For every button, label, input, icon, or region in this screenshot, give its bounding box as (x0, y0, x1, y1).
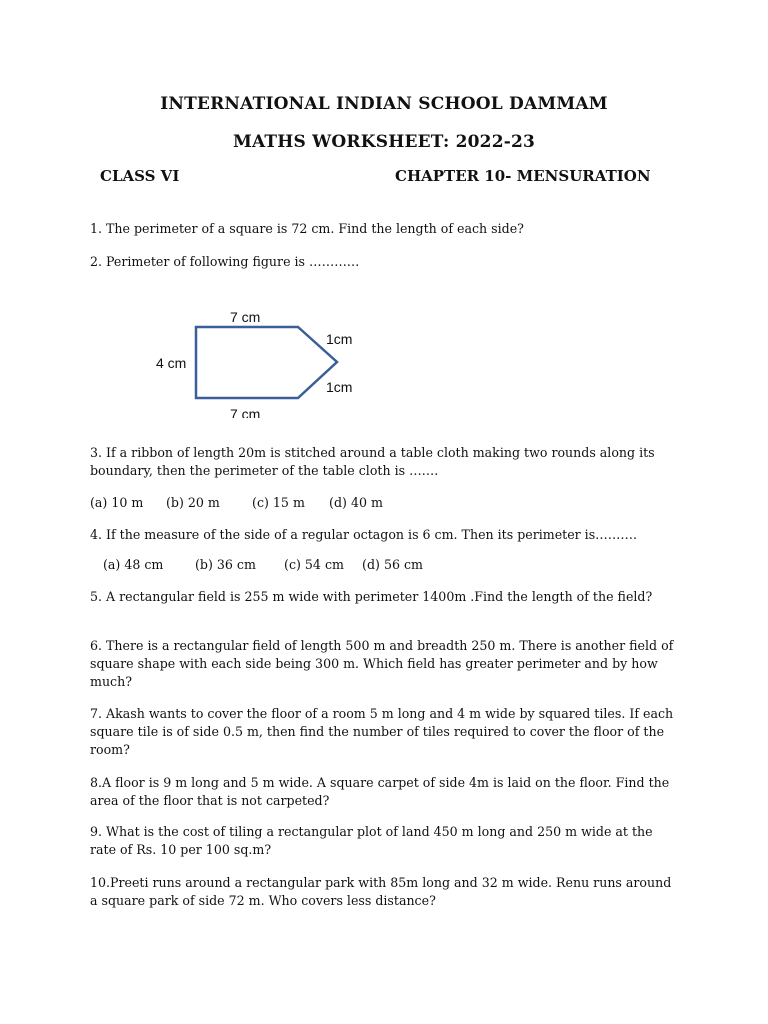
question-4-options (103, 557, 423, 572)
q4-option-a: (a) 48 cm (103, 557, 164, 572)
q3-option-a: (a) 10 m (90, 495, 144, 510)
question-1: 1. The perimeter of a square is 72 cm. Find the length of each side? (90, 221, 524, 236)
question-4: 4. If the measure of the side of a regular octagon is 6 cm. Then its perimeter is………. (90, 527, 637, 542)
question-9: 9. What is the cost of tiling a rectangular plot of land 450 m long and 250 m wide at the rate of Rs. 10 per 100 sq.m? (90, 824, 653, 857)
chapter-label: CHAPTER 10- MENSURATION (395, 167, 651, 185)
left-side-label: 4 cm (156, 355, 187, 371)
question-7: 7. Akash wants to cover the floor of a room 5 m long and 4 m wide by squared tiles. If each square tile is of side 0.5 m, then find the number of tiles required to cover the floor of the room? (90, 706, 674, 757)
worksheet-title: MATHS WORKSHEET: 2022-23 (232, 132, 536, 152)
question-3: 3. If a ribbon of length 20m is stitched around a table cloth making two rounds along its boundary, then the perimeter of the table cloth is ……. (90, 445, 655, 478)
pentagon-shape (196, 327, 337, 398)
question-3-options (90, 495, 383, 510)
q4-option-b: (b) 36 cm (195, 557, 256, 572)
q4-option-d: (d) 56 cm (362, 557, 423, 572)
q3-option-b: (b) 20 m (166, 495, 220, 510)
q3-option-c: (c) 15 m (252, 495, 305, 510)
question-5: 5. A rectangular field is 255 m wide with perimeter 1400m .Find the length of the field? (90, 589, 653, 604)
lower-slant-label: 1cm (326, 379, 353, 395)
q4-option-c: (c) 54 cm (284, 557, 344, 572)
upper-slant-label: 1cm (326, 331, 353, 347)
pentagon-figure (0, 308, 768, 418)
top-side-label: 7 cm (230, 309, 261, 325)
school-name: INTERNATIONAL INDIAN SCHOOL DAMMAM (160, 94, 608, 114)
question-6: 6. There is a rectangular field of length 500 m and breadth 250 m. There is another field of square shape with each side being 300 m. Which field has greater perimeter and by how much? (90, 638, 674, 689)
question-10: 10.Preeti runs around a rectangular park with 85m long and 32 m wide. Renu runs around a square park of side 72 m. Who covers less distance? (90, 875, 672, 908)
bottom-side-label: 7 cm (230, 406, 261, 418)
q3-option-d: (d) 40 m (329, 495, 383, 510)
class-label: CLASS VI (100, 167, 180, 185)
question-2: 2. Perimeter of following figure is ………… (90, 254, 360, 269)
question-8: 8.A floor is 9 m long and 5 m wide. A square carpet of side 4m is laid on the floor. Find the area of the floor that is not carpeted? (90, 775, 670, 808)
